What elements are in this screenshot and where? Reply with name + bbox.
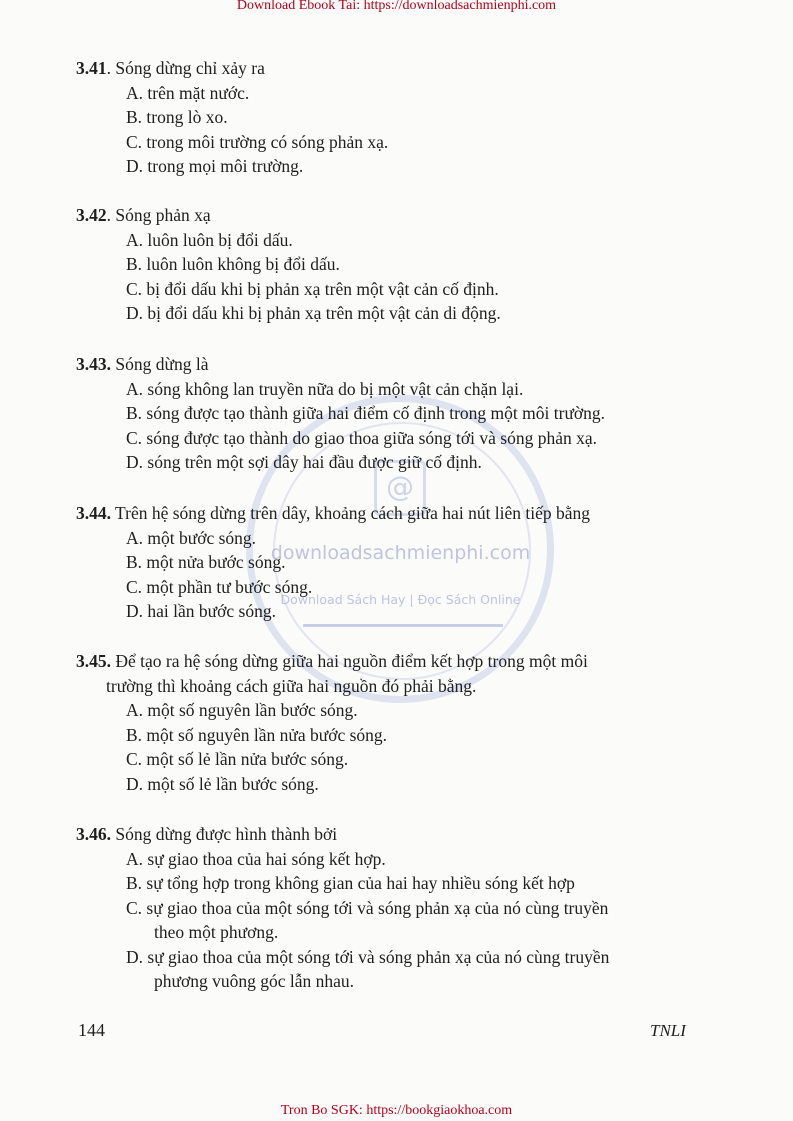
option-a: A. sự giao thoa của hai sóng kết hợp. (126, 848, 386, 869)
question-number: 3.43. (76, 354, 111, 374)
option-b: B. một số nguyên lần nửa bước sóng. (126, 724, 388, 745)
question-stem: 3.46. Sóng dừng được hình thành bởi (76, 824, 338, 844)
option-d: D. trong mọi môi trường. (126, 156, 304, 176)
option-c: C. sự giao thoa của một sóng tới và sóng phản xạ của nó cùng truyền (126, 897, 609, 918)
option-b: B. luôn luôn không bị đổi dấu. (126, 254, 340, 274)
question-3-44 (76, 501, 590, 624)
option-b: B. trong lò xo. (126, 107, 228, 127)
question-stem: 3.41. Sóng dừng chỉ xảy ra (76, 58, 265, 78)
option-b: B. sự tổng hợp trong không gian của hai hay nhiều sóng kết hợp (126, 873, 575, 893)
watermark-tagline: Download Sách Hay | Đọc Sách Online (280, 592, 521, 607)
footer-download-link[interactable]: Tron Bo SGK: https://bookgiaokhoa.com (280, 1103, 513, 1118)
question-stem: 3.43. Sóng dừng là (76, 354, 209, 374)
option-d: D. bị đổi dấu khi bị phản xạ trên một vật cản di động. (126, 303, 501, 323)
page-number: 144 (78, 1020, 105, 1040)
option-a: A. luôn luôn bị đổi dấu. (126, 229, 293, 250)
question-stem: 3.42. Sóng phản xạ (76, 205, 211, 225)
question-number: 3.41 (76, 58, 107, 78)
watermark-site: downloadsachmienphi.com (270, 542, 531, 564)
option-a: A. trên mặt nước. (126, 82, 250, 103)
option-c: C. một số lẻ lần nửa bước sóng. (126, 749, 349, 769)
option-c-continuation: theo một phương. (154, 922, 279, 942)
watermark-underline (303, 624, 503, 627)
question-3-41 (76, 56, 388, 179)
option-d: D. một số lẻ lần bước sóng. (126, 773, 319, 794)
option-a: A. sóng không lan truyền nữa do bị một vật cản chặn lại. (126, 378, 524, 399)
option-c: C. một phần tư bước sóng. (126, 576, 313, 597)
option-d: D. sự giao thoa của một sóng tới và sóng phản xạ của nó cùng truyền (126, 946, 610, 967)
question-3-42 (76, 203, 501, 326)
question-3-45 (76, 649, 588, 796)
option-d-continuation: phương vuông góc lẫn nhau. (154, 971, 355, 991)
question-number: 3.42 (76, 205, 107, 225)
option-c: C. bị đổi dấu khi bị phản xạ trên một vật cản cố định. (126, 278, 499, 299)
question-number: 3.44. (76, 503, 111, 523)
printer-mark: TNLI (650, 1021, 686, 1040)
book-at-icon: @ (374, 460, 426, 516)
question-3-43 (76, 352, 605, 475)
option-d: D. sóng trên một sợi dây hai đầu được giữ cố định. (126, 452, 482, 472)
question-3-46 (76, 822, 609, 994)
option-b: B. sóng được tạo thành giữa hai điểm cố định trong một môi trường. (126, 403, 606, 423)
option-a: A. một số nguyên lần bước sóng. (126, 700, 358, 720)
option-a: A. một bước sóng. (126, 527, 257, 548)
question-stem-continuation: trường thì khoảng cách giữa hai nguồn đó phải bằng. (106, 675, 477, 696)
option-b: B. một nửa bước sóng. (126, 552, 286, 572)
option-d: D. hai lần bước sóng. (126, 601, 276, 621)
question-number: 3.45. (76, 651, 111, 671)
question-stem: 3.44. Trên hệ sóng dừng trên dây, khoảng cách giữa hai nút liên tiếp bằng (76, 503, 591, 523)
option-c: C. sóng được tạo thành do giao thoa giữa sóng tới và sóng phản xạ. (126, 427, 598, 448)
option-c: C. trong môi trường có sóng phản xạ. (126, 131, 389, 152)
header-download-link[interactable]: Download Ebook Tai: https://downloadsachmienphi.com (236, 0, 557, 13)
question-number: 3.46. (76, 824, 111, 844)
question-stem: 3.45. Để tạo ra hệ sóng dừng giữa hai nguồn điểm kết hợp trong một môi (76, 651, 588, 671)
